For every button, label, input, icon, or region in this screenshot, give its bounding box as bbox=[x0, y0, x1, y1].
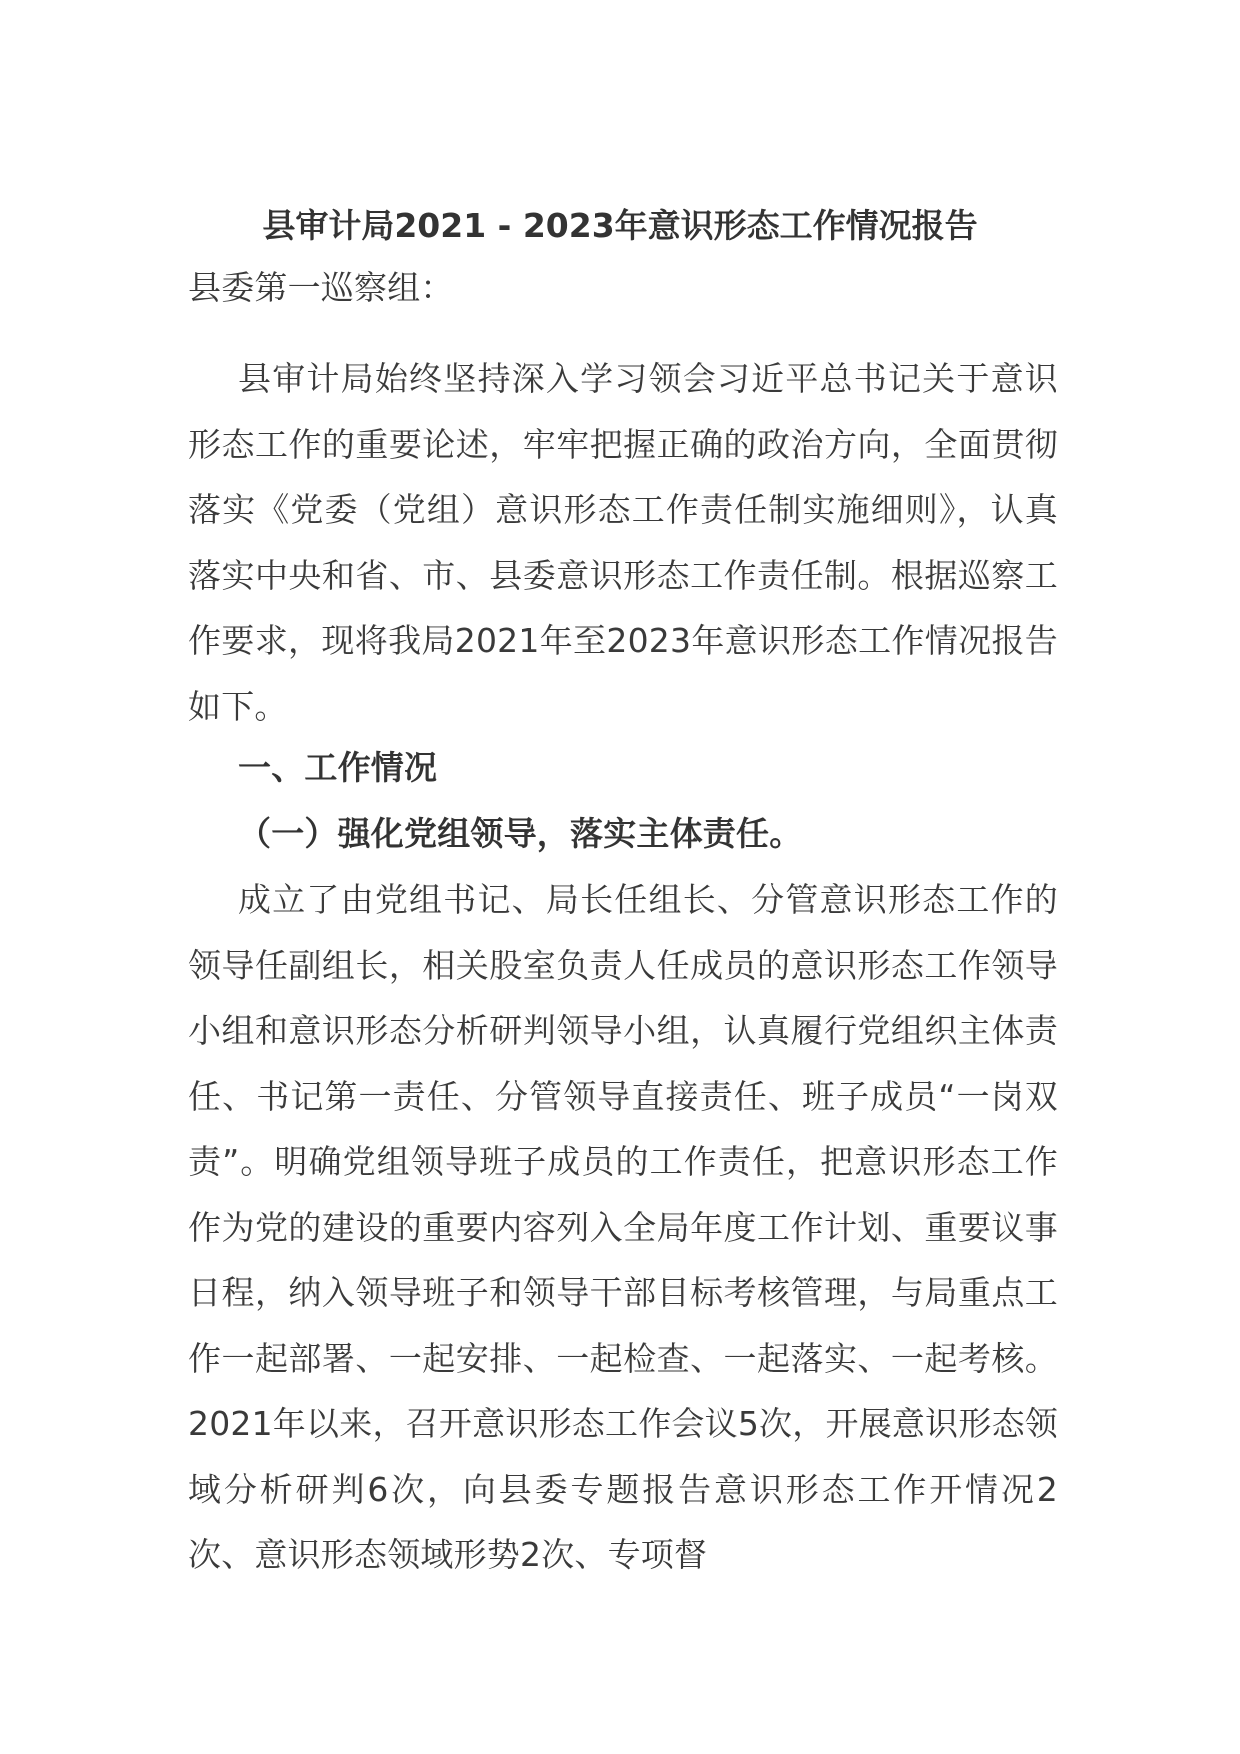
subsection-paragraph: 成立了由党组书记、局长任组长、分管意识形态工作的领导任副组长，相关股室负责人任成员的意识形态工作领导小组和意识形态分析研判领导小组，认真履行党组织主体责任、书记第一责任、分管领导直接责任、班子成员“一岗双责”。明确党组领导班子成员的工作责任，把意识形态工作作为党的建设的重要内容列入全局年度工作计划、重要议事日程，纳入领导班子和领导干部目标考核管理，与局重点工作一起部署、一起安排、一起检查、一起落实、一起考核。2021年以来，召开意识形态工作会议5次，开展意识形态领域分析研判6次，向县委专题报告意识形态工作开情况2次、意识形态领域形势2次、专项督 bbox=[188, 880, 1058, 1574]
salutation: 县委第一巡察组： bbox=[188, 268, 454, 307]
document-title: 县审计局2021 - 2023年意识形态工作情况报告 bbox=[262, 206, 978, 245]
section-heading: 一、工作情况 bbox=[238, 748, 438, 787]
intro-paragraph: 县审计局始终坚持深入学习领会习近平总书记关于意识形态工作的重要论述，牢牢把握正确的政治方向，全面贯彻落实《党委（党组）意识形态工作责任制实施细则》，认真落实中央和省、市、县委意识形态工作责任制。根据巡察工作要求，现将我局2021年至2023年意识形态工作情况报告如下。 bbox=[188, 359, 1058, 726]
subsection-heading: （一）强化党组领导，落实主体责任。 bbox=[238, 814, 803, 853]
